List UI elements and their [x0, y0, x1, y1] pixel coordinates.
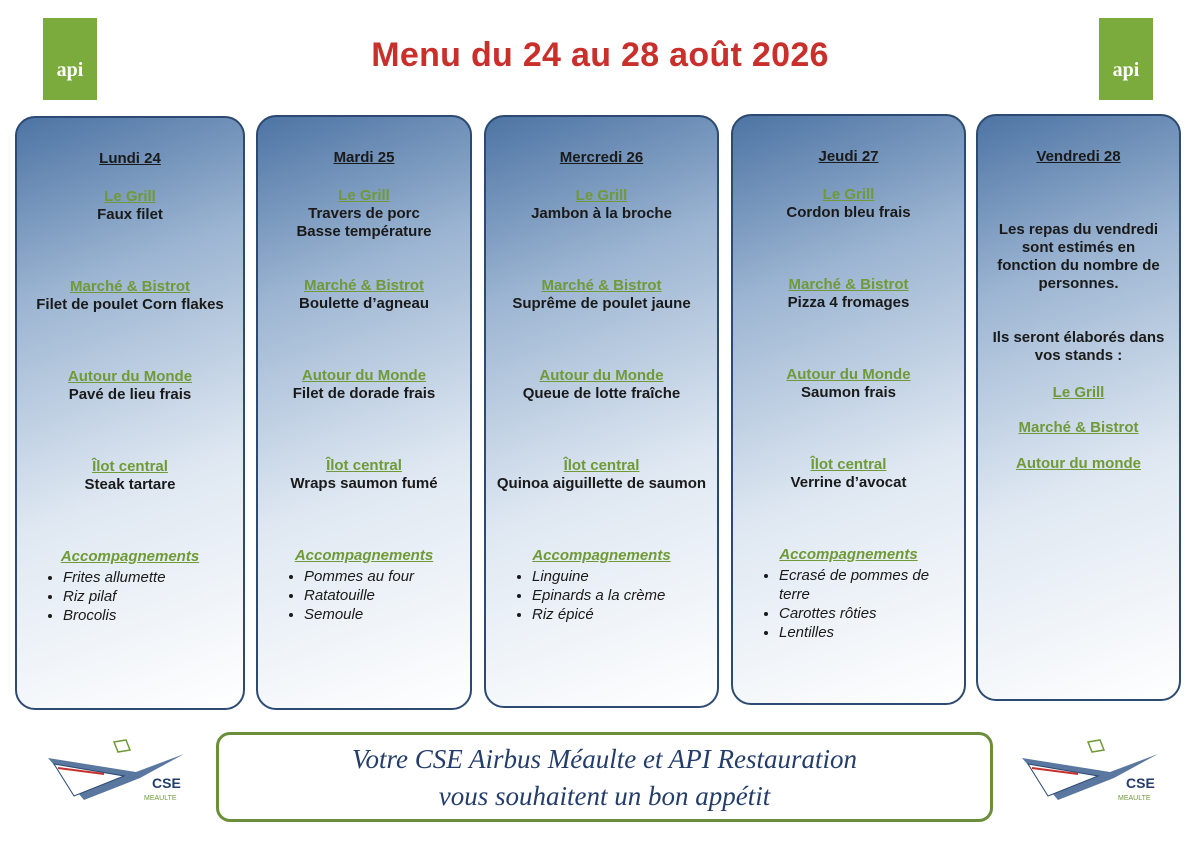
page-title: Menu du 24 au 28 août 2026	[371, 36, 829, 74]
dish-name: Travers de porc	[308, 205, 420, 222]
day-heading: Lundi 24	[99, 150, 161, 167]
sides-list	[733, 566, 964, 642]
day-column	[256, 115, 472, 710]
friday-note	[984, 329, 1173, 365]
dish-name: Wraps saumon fumé	[290, 475, 438, 492]
section-label: Îlot central	[92, 458, 168, 475]
cse-logo-text: CSE	[1126, 775, 1155, 791]
section-label: Îlot central	[810, 456, 887, 473]
side-item: • Frites allumette	[63, 568, 243, 587]
sides-list	[258, 567, 470, 624]
menu-section	[733, 366, 964, 402]
cse-logo-subtext: MEAULTE	[144, 795, 177, 802]
cse-meaulte-logo	[44, 738, 194, 810]
side-item: • Ecrasé de pommes de terre	[779, 566, 964, 604]
day-heading: Vendredi 28	[1036, 148, 1121, 165]
section-label: Le Grill	[575, 187, 628, 204]
friday-note-line: Ils seront élaborés dans	[992, 329, 1165, 346]
day-heading: Jeudi 27	[818, 148, 879, 165]
side-item: • Brocolis	[63, 606, 243, 625]
friday-stand: Marché & Bistrot	[1018, 419, 1139, 436]
dish-name: Filet de dorade frais	[292, 385, 436, 402]
menu-section	[258, 277, 470, 313]
section-label: Autour du Monde	[301, 367, 427, 384]
sides-label: Accompagnements	[294, 547, 434, 564]
day-column	[731, 114, 966, 705]
friday-stand: Le Grill	[1052, 384, 1105, 401]
friday-note-line: Les repas du vendredi	[998, 221, 1159, 238]
greeting-line-1: Votre CSE Airbus Méaulte et API Restauration	[352, 744, 857, 774]
section-label: Autour du Monde	[786, 366, 911, 383]
friday-note-line: fonction du nombre de	[997, 257, 1160, 274]
dish-name: Pavé de lieu frais	[68, 386, 192, 403]
dish-name: Filet de poulet Corn flakes	[36, 296, 224, 313]
section-label: Marché & Bistrot	[788, 276, 909, 293]
section-label: Marché & Bistrot	[303, 277, 425, 294]
dish-name: Steak tartare	[84, 476, 176, 493]
dish-name: Faux filet	[97, 206, 163, 223]
menu-section	[733, 276, 964, 312]
day-heading: Mercredi 26	[559, 149, 644, 166]
day-column	[484, 115, 719, 708]
menu-section	[17, 278, 243, 314]
sides-section	[17, 548, 243, 625]
side-item: • Linguine	[532, 567, 717, 586]
cse-logo-subtext: MEAULTE	[1118, 795, 1151, 802]
sides-section	[258, 547, 470, 624]
friday-note-line: personnes.	[1038, 275, 1119, 292]
menu-section	[733, 456, 964, 492]
sides-label: Accompagnements	[779, 546, 918, 563]
menu-section	[486, 187, 717, 223]
sides-section	[733, 546, 964, 642]
dish-name: Suprême de poulet jaune	[512, 295, 691, 312]
cse-logo-text: CSE	[152, 775, 181, 791]
api-logo: api	[1099, 18, 1153, 100]
section-label: Le Grill	[822, 186, 875, 203]
side-item: • Epinards a la crème	[532, 586, 717, 605]
section-label: Marché & Bistrot	[69, 278, 191, 295]
day-heading: Mardi 25	[333, 149, 395, 166]
side-item: • Ratatouille	[304, 586, 470, 605]
day-column	[15, 116, 245, 710]
section-label: Îlot central	[326, 457, 402, 474]
menu-section	[258, 367, 470, 403]
friday-note-line: sont estimés en	[1021, 239, 1136, 256]
side-item: • Riz pilaf	[63, 587, 243, 606]
cse-meaulte-logo	[1018, 738, 1168, 810]
section-label: Le Grill	[338, 187, 390, 204]
dish-name: Jambon à la broche	[531, 205, 672, 222]
side-item: • Semoule	[304, 605, 470, 624]
day-column-friday	[976, 114, 1181, 701]
section-label: Autour du Monde	[67, 368, 193, 385]
dish-name: Queue de lotte fraîche	[522, 385, 681, 402]
dish-name: Pizza 4 fromages	[787, 294, 910, 311]
friday-note	[984, 221, 1173, 293]
section-label: Autour du Monde	[539, 367, 664, 384]
section-label: Îlot central	[563, 457, 640, 474]
side-item: • Riz épicé	[532, 605, 717, 624]
section-label: Le Grill	[104, 188, 156, 205]
menu-section	[486, 277, 717, 313]
side-item: • Carottes rôties	[779, 604, 964, 623]
menu-section	[486, 457, 717, 493]
menu-section	[258, 187, 470, 241]
friday-stand: Autour du monde	[1016, 455, 1141, 472]
dish-name: Basse température	[296, 223, 432, 240]
menu-section	[258, 457, 470, 493]
friday-note-line: vos stands :	[1034, 347, 1123, 364]
dish-name: Boulette d’agneau	[298, 295, 429, 312]
greeting-line-2: vous souhaitent un bon appétit	[438, 781, 771, 811]
dish-name: Cordon bleu frais	[786, 204, 911, 221]
dish-name: Saumon frais	[800, 384, 897, 401]
sides-list	[486, 567, 717, 624]
sides-label: Accompagnements	[532, 547, 671, 564]
menu-section	[17, 368, 243, 404]
menu-section	[486, 367, 717, 403]
dish-name: Verrine d’avocat	[790, 474, 907, 491]
menu-section	[17, 188, 243, 224]
sides-label: Accompagnements	[60, 548, 200, 565]
api-logo: api	[43, 18, 97, 100]
greeting-banner	[216, 732, 993, 822]
section-label: Marché & Bistrot	[541, 277, 662, 294]
menu-section	[733, 186, 964, 222]
side-item: • Pommes au four	[304, 567, 470, 586]
sides-section	[486, 547, 717, 624]
sides-list	[17, 568, 243, 625]
side-item: • Lentilles	[779, 623, 964, 642]
menu-section	[17, 458, 243, 494]
dish-name: Quinoa aiguillette de saumon	[496, 475, 707, 492]
